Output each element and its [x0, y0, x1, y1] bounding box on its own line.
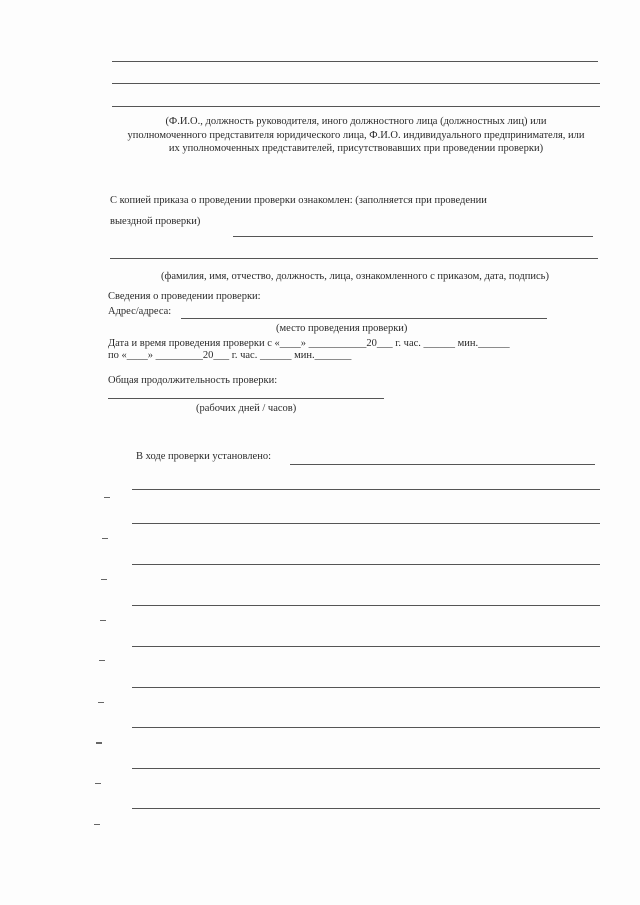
- blank-line: [112, 106, 600, 107]
- findings-line: [132, 768, 600, 769]
- margin-mark: [102, 538, 108, 539]
- order-copy-line-1: С копией приказа о проведении проверки ознакомлен: (заполняется при проведении: [110, 195, 487, 206]
- representatives-caption: (Ф.И.О., должность руководителя, иного должностного лица (должностных лиц) или уполномоченного представителя юридического лица, Ф.И.О. индивидуального предпринимателя, или их уполномоченных представителей, присутствовавших при проведении проверки): [127, 116, 585, 154]
- findings-label: В ходе проверки установлено:: [136, 451, 271, 462]
- margin-mark: [100, 620, 106, 621]
- datetime-to: по «____» _________20___ г. час. ______ мин._______: [108, 350, 352, 361]
- duration-caption: (рабочих дней / часов): [196, 403, 297, 414]
- findings-line: [132, 727, 600, 728]
- address-label: Адрес/адреса:: [108, 306, 172, 317]
- margin-mark: [99, 660, 105, 661]
- inspection-info-title: Сведения о проведении проверки:: [108, 291, 261, 302]
- datetime-from: Дата и время проведения проверки с «____» ___________20___ г. час. ______ мин.______: [108, 338, 510, 349]
- findings-line: [132, 808, 600, 809]
- findings-line: [132, 564, 600, 565]
- findings-line: [132, 687, 600, 688]
- blank-line: [112, 83, 600, 84]
- findings-line: [290, 464, 595, 465]
- blank-line: [110, 258, 598, 259]
- duration-label: Общая продолжительность проверки:: [108, 375, 278, 386]
- margin-mark: [98, 702, 104, 703]
- findings-line: [132, 523, 600, 524]
- findings-line: [132, 605, 600, 606]
- blank-line: [112, 61, 598, 62]
- margin-mark: [95, 783, 101, 784]
- address-line: [181, 318, 547, 319]
- margin-mark: [104, 497, 110, 498]
- address-caption: (место проведения проверки): [276, 323, 408, 334]
- findings-line: [132, 646, 600, 647]
- margin-mark: [94, 824, 100, 825]
- order-acknowledgement-caption: (фамилия, имя, отчество, должность, лица, ознакомленного с приказом, дата, подпись): [161, 271, 549, 282]
- order-copy-line-2: выездной проверки): [110, 216, 201, 227]
- duration-line: [108, 398, 384, 399]
- order-copy-signature-line: [233, 236, 593, 237]
- findings-line: [132, 489, 600, 490]
- margin-mark: [101, 579, 107, 580]
- margin-mark: [96, 742, 102, 744]
